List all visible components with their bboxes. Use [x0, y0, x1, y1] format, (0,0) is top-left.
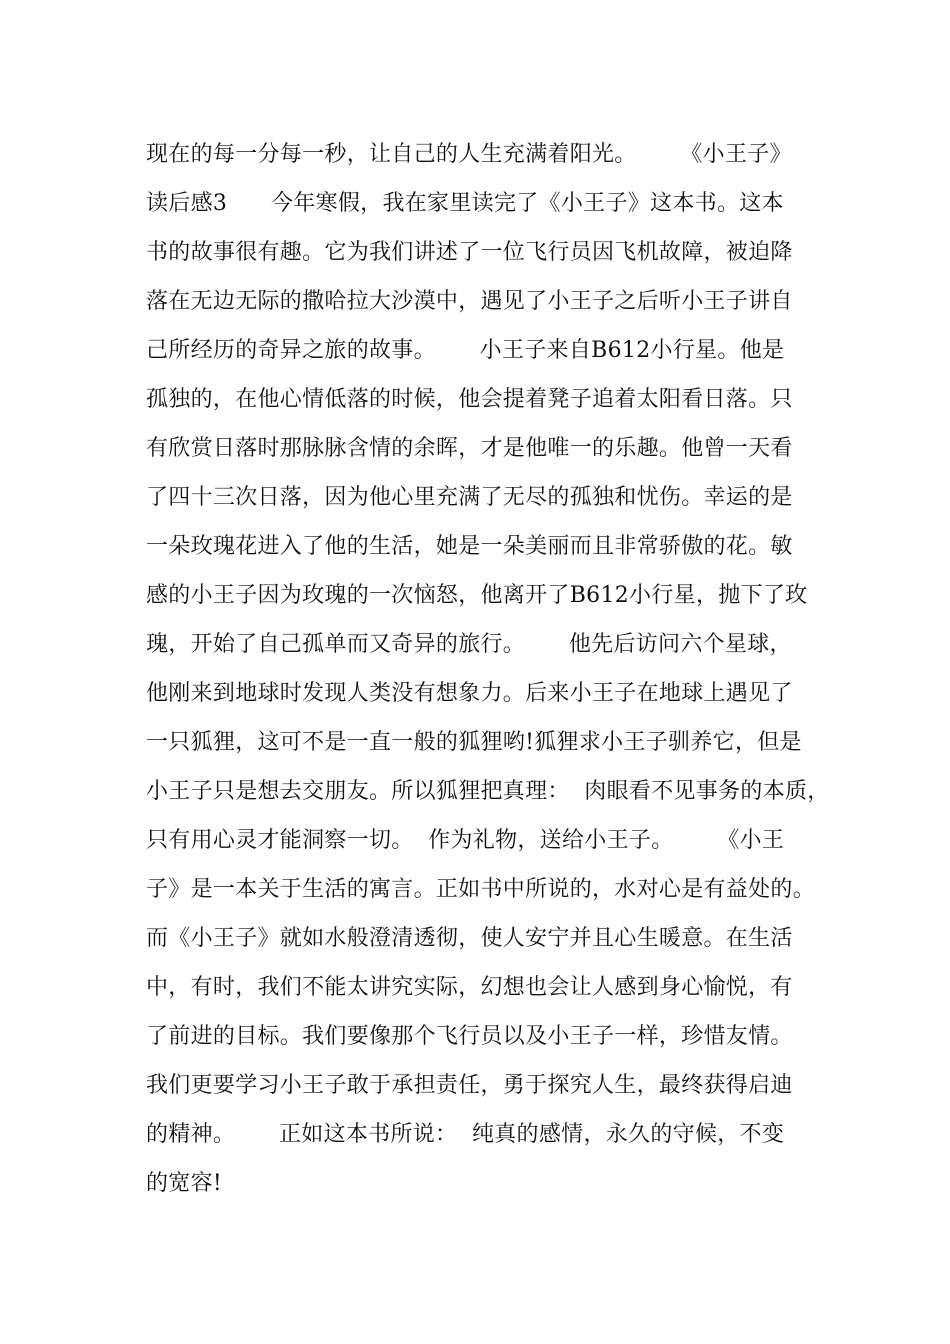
text-line: 现在的每一分每一秒，让自己的人生充满着阳光。 《小王子》 — [146, 142, 792, 167]
text-line: 孤独的，在他心情低落的时候，他会提着凳子追着太阳看日落。只 — [146, 387, 793, 412]
text-line: 而《小王子》就如水般澄清透彻，使人安宁并且心生暖意。在生活 — [146, 926, 793, 951]
text-line: 中，有时，我们不能太讲究实际，幻想也会让人感到身心愉悦，有 — [146, 975, 793, 1000]
text-line: 我们更要学习小王子敢于承担责任，勇于探究人生，最终获得启迪 — [146, 1073, 793, 1098]
text-line: 落在无边无际的撒哈拉大沙漠中，遇见了小王子之后听小王子讲自 — [146, 289, 793, 314]
text-line: 有欣赏日落时那脉脉含情的余晖，才是他唯一的乐趣。他曾一天看 — [146, 436, 793, 461]
text-line: 的宽容! — [146, 1171, 223, 1196]
text-line: 一只狐狸，这可不是一直一般的狐狸哟!狐狸求小王子驯养它，但是 — [146, 730, 802, 755]
text-line: 了四十三次日落，因为他心里充满了无尽的孤独和忧伤。幸运的是 — [146, 485, 793, 510]
text-line: 只有用心灵才能洞察一切。 作为礼物，送给小王子。 《小王 — [146, 828, 785, 853]
text-line: 的精神。 正如这本书所说： 纯真的感情，永久的守候，不变 — [146, 1122, 785, 1147]
text-line: 读后感3 今年寒假，我在家里读完了《小王子》这本书。这本 — [146, 191, 784, 216]
body-text — [146, 130, 830, 1208]
text-line: 一朵玫瑰花进入了他的生活，她是一朵美丽而且非常骄傲的花。敏 — [146, 534, 793, 559]
text-line: 书的故事很有趣。它为我们讲述了一位飞行员因飞机故障，被迫降 — [146, 240, 793, 265]
text-line: 己所经历的奇异之旅的故事。 小王子来自B612小行星。他是 — [146, 338, 785, 363]
text-line: 他刚来到地球时发现人类没有想象力。后来小王子在地球上遇见了 — [146, 681, 793, 706]
text-line: 瑰，开始了自己孤单而又奇异的旅行。 他先后访问六个星球， — [146, 632, 792, 657]
text-line: 了前进的目标。我们要像那个飞行员以及小王子一样，珍惜友情。 — [146, 1024, 793, 1049]
text-line: 小王子只是想去交朋友。所以狐狸把真理： 肉眼看不见事务的本质， — [146, 779, 830, 804]
text-line: 子》是一本关于生活的寓言。正如书中所说的，水对心是有益处的。 — [146, 877, 816, 902]
text-line: 感的小王子因为玫瑰的一次恼怒，他离开了B612小行星，抛下了玫 — [146, 583, 808, 608]
